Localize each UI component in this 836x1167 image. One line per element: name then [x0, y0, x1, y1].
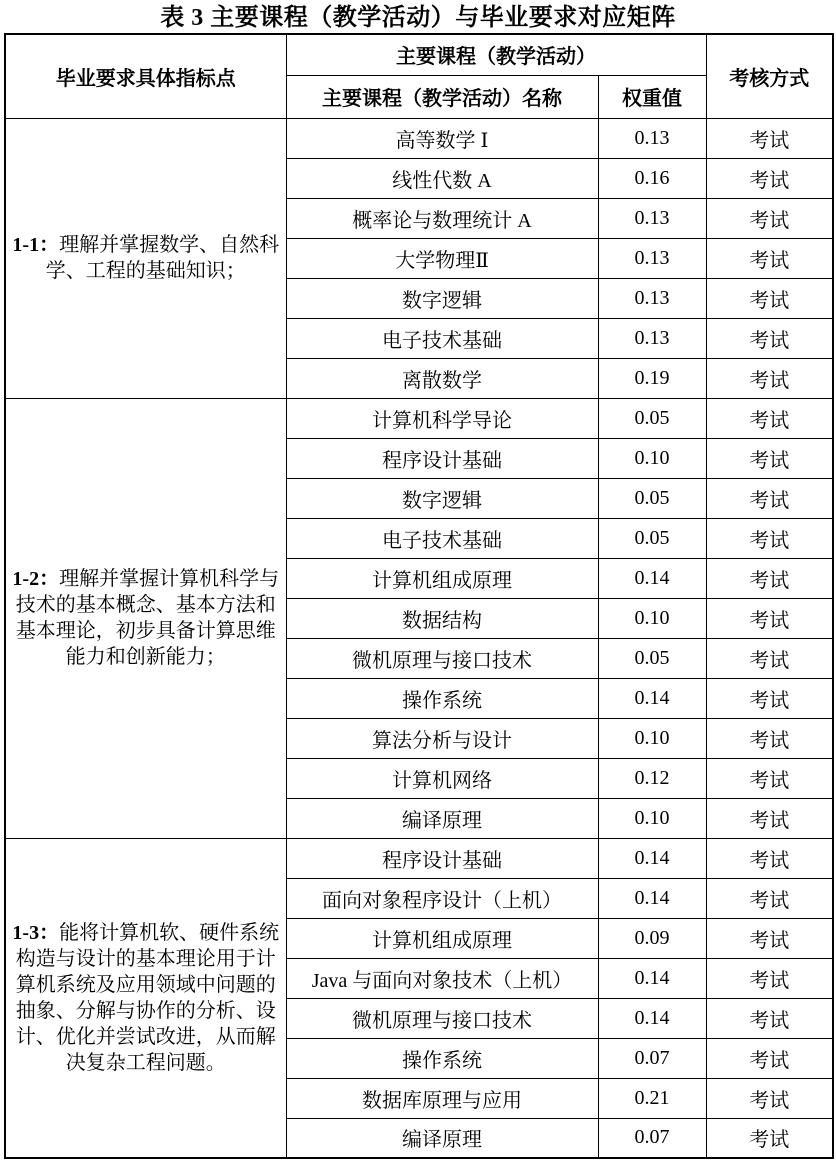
- assessment-cell: 考试: [706, 118, 833, 158]
- assessment-cell: 考试: [706, 1038, 833, 1078]
- weight-cell: 0.13: [598, 318, 706, 358]
- header-row-1: [5, 34, 833, 75]
- indicator-cell-1-1: [5, 118, 286, 398]
- course-cell: 大学物理Ⅱ: [286, 238, 598, 278]
- indicator-id: 1-2：: [12, 568, 60, 590]
- weight-cell: 0.14: [598, 958, 706, 998]
- header-assessment: 考核方式: [706, 34, 833, 118]
- course-cell: 高等数学 Ⅰ: [286, 118, 598, 158]
- assessment-cell: 考试: [706, 478, 833, 518]
- weight-cell: 0.19: [598, 358, 706, 398]
- weight-cell: 0.14: [598, 678, 706, 718]
- table-title: 表 3 主要课程（教学活动）与毕业要求对应矩阵: [160, 5, 676, 31]
- weight-cell: 0.05: [598, 638, 706, 678]
- course-cell: 离散数学: [286, 358, 598, 398]
- indicator-id: 1-3：: [12, 921, 60, 944]
- weight-cell: 0.16: [598, 158, 706, 198]
- weight-cell: 0.13: [598, 198, 706, 238]
- assessment-cell: 考试: [706, 158, 833, 198]
- course-requirement-matrix: [4, 33, 834, 1159]
- assessment-cell: 考试: [706, 398, 833, 438]
- weight-cell: 0.07: [598, 1038, 706, 1078]
- indicator-cell-1-3: [5, 838, 286, 1158]
- assessment-cell: 考试: [706, 678, 833, 718]
- weight-cell: 0.10: [598, 438, 706, 478]
- weight-cell: 0.05: [598, 518, 706, 558]
- indicator-text: 能将计算机软、硬件系统构造与设计的基本理论用于计算机系统及应用领域中问题的抽象、分解与协作的分析、设计、优化并尝试改进，从而解决复杂工程问题。: [15, 921, 280, 1074]
- table-row: [5, 398, 833, 438]
- assessment-cell: 考试: [706, 358, 833, 398]
- assessment-cell: 考试: [706, 238, 833, 278]
- course-cell: 操作系统: [286, 678, 598, 718]
- assessment-cell: 考试: [706, 558, 833, 598]
- course-cell: 微机原理与接口技术: [286, 638, 598, 678]
- course-cell: 计算机网络: [286, 758, 598, 798]
- course-cell: Java 与面向对象技术（上机）: [286, 958, 598, 998]
- course-cell: 电子技术基础: [286, 318, 598, 358]
- assessment-cell: 考试: [706, 998, 833, 1038]
- assessment-cell: 考试: [706, 438, 833, 478]
- weight-cell: 0.10: [598, 598, 706, 638]
- weight-cell: 0.13: [598, 278, 706, 318]
- assessment-cell: 考试: [706, 278, 833, 318]
- course-cell: 数据库原理与应用: [286, 1078, 598, 1118]
- course-cell: 操作系统: [286, 1038, 598, 1078]
- course-cell: 计算机科学导论: [286, 398, 598, 438]
- weight-cell: 0.10: [598, 718, 706, 758]
- weight-cell: 0.09: [598, 918, 706, 958]
- course-cell: 编译原理: [286, 1118, 598, 1158]
- course-cell: 编译原理: [286, 798, 598, 838]
- indicator-text: 理解并掌握数学、自然科学、工程的基础知识；: [45, 234, 280, 282]
- header-indicator: 毕业要求具体指标点: [5, 34, 286, 118]
- weight-cell: 0.13: [598, 118, 706, 158]
- assessment-cell: 考试: [706, 598, 833, 638]
- course-cell: 数字逻辑: [286, 478, 598, 518]
- course-cell: 面向对象程序设计（上机）: [286, 878, 598, 918]
- weight-cell: 0.05: [598, 478, 706, 518]
- course-cell: 电子技术基础: [286, 518, 598, 558]
- assessment-cell: 考试: [706, 718, 833, 758]
- course-cell: 数据结构: [286, 598, 598, 638]
- header-weight: 权重值: [598, 75, 706, 118]
- course-cell: 算法分析与设计: [286, 718, 598, 758]
- course-cell: 数字逻辑: [286, 278, 598, 318]
- assessment-cell: 考试: [706, 638, 833, 678]
- weight-cell: 0.12: [598, 758, 706, 798]
- assessment-cell: 考试: [706, 838, 833, 878]
- assessment-cell: 考试: [706, 518, 833, 558]
- weight-cell: 0.05: [598, 398, 706, 438]
- assessment-cell: 考试: [706, 758, 833, 798]
- course-cell: 概率论与数理统计 A: [286, 198, 598, 238]
- indicator-text: 理解并掌握计算机科学与技术的基本概念、基本方法和基本理论，初步具备计算思维能力和创新能力；: [15, 568, 280, 668]
- indicator-cell-1-2: [5, 398, 286, 838]
- weight-cell: 0.13: [598, 238, 706, 278]
- table-row: [5, 838, 833, 878]
- weight-cell: 0.21: [598, 1078, 706, 1118]
- header-courses-group: 主要课程（教学活动）: [286, 34, 706, 75]
- weight-cell: 0.14: [598, 998, 706, 1038]
- weight-cell: 0.10: [598, 798, 706, 838]
- indicator-id: 1-1：: [12, 234, 60, 256]
- table-row: [5, 118, 833, 158]
- course-cell: 线性代数 A: [286, 158, 598, 198]
- assessment-cell: 考试: [706, 918, 833, 958]
- course-cell: 计算机组成原理: [286, 918, 598, 958]
- course-cell: 计算机组成原理: [286, 558, 598, 598]
- weight-cell: 0.07: [598, 1118, 706, 1158]
- assessment-cell: 考试: [706, 1118, 833, 1158]
- assessment-cell: 考试: [706, 198, 833, 238]
- course-cell: 程序设计基础: [286, 438, 598, 478]
- header-course-name: 主要课程（教学活动）名称: [286, 75, 598, 118]
- weight-cell: 0.14: [598, 878, 706, 918]
- assessment-cell: 考试: [706, 798, 833, 838]
- assessment-cell: 考试: [706, 878, 833, 918]
- course-cell: 微机原理与接口技术: [286, 998, 598, 1038]
- assessment-cell: 考试: [706, 318, 833, 358]
- assessment-cell: 考试: [706, 1078, 833, 1118]
- weight-cell: 0.14: [598, 838, 706, 878]
- weight-cell: 0.14: [598, 558, 706, 598]
- course-cell: 程序设计基础: [286, 838, 598, 878]
- assessment-cell: 考试: [706, 958, 833, 998]
